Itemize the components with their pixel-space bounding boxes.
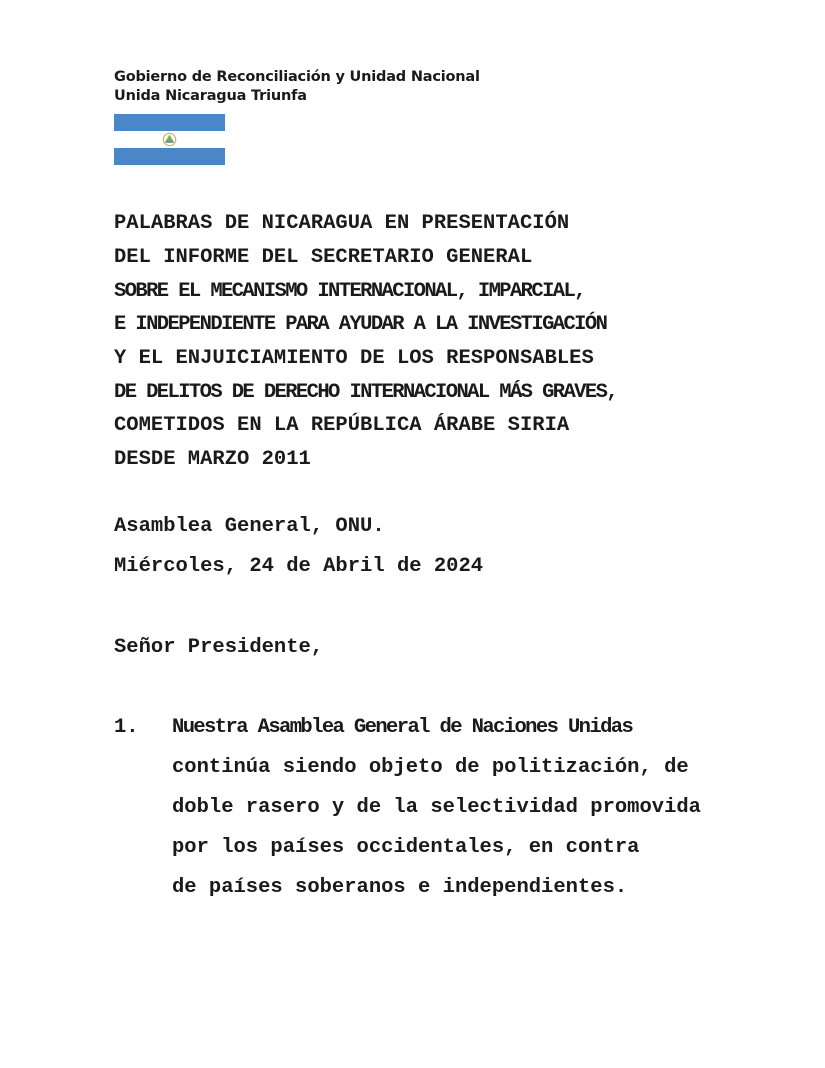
title-line: Y EL ENJUICIAMIENTO DE LOS RESPONSABLES [114, 347, 594, 370]
government-name: Gobierno de Reconciliación y Unidad Nacional [114, 69, 480, 85]
paragraph-line: Nuestra Asamblea General de Naciones Unidas [172, 716, 633, 739]
coat-of-arms-icon [162, 132, 177, 147]
nicaragua-flag [114, 114, 225, 165]
date: Miércoles, 24 de Abril de 2024 [114, 555, 484, 578]
title-line: SOBRE EL MECANISMO INTERNACIONAL, IMPARCIAL, [114, 280, 585, 303]
paragraph-number: 1. [114, 716, 139, 739]
flag-bottom-band [114, 148, 225, 165]
salutation: Señor Presidente, [114, 636, 324, 659]
title-line: E INDEPENDIENTE PARA AYUDAR A LA INVESTIGACIÓN [114, 313, 607, 336]
government-slogan: Unida Nicaragua Triunfa [114, 88, 307, 104]
paragraph-line: de países soberanos e independientes. [172, 876, 628, 899]
paragraph-line: por los países occidentales, en contra [172, 836, 640, 859]
title-line: PALABRAS DE NICARAGUA EN PRESENTACIÓN [114, 212, 570, 235]
title-line: DE DELITOS DE DERECHO INTERNACIONAL MÁS GRAVES, [114, 381, 617, 404]
title-line: COMETIDOS EN LA REPÚBLICA ÁRABE SIRIA [114, 414, 570, 437]
paragraph-line: doble rasero y de la selectividad promovida [172, 796, 701, 819]
title-line: DESDE MARZO 2011 [114, 448, 311, 471]
venue: Asamblea General, ONU. [114, 515, 385, 538]
title-line: DEL INFORME DEL SECRETARIO GENERAL [114, 246, 533, 269]
paragraph-line: continúa siendo objeto de politización, de [172, 756, 689, 779]
flag-top-band [114, 114, 225, 131]
